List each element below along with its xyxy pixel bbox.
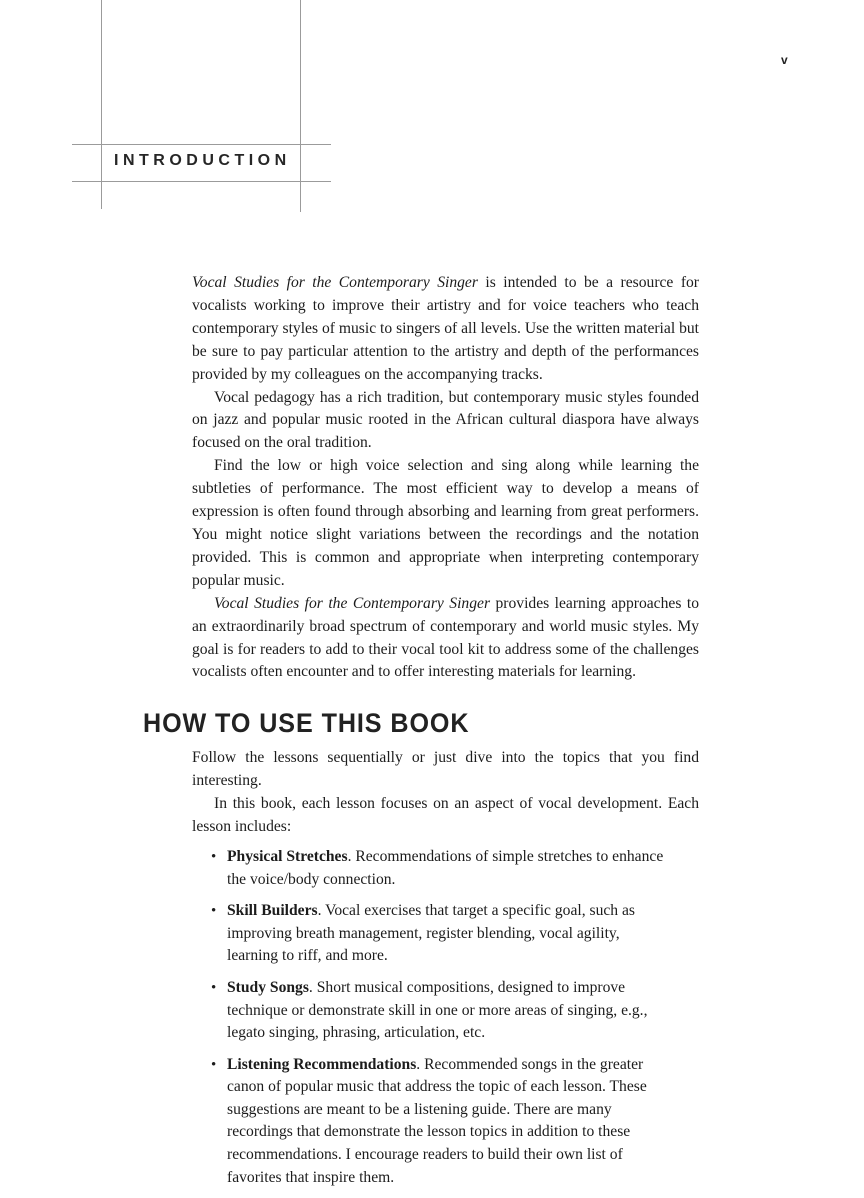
bullet-icon: • <box>211 979 217 996</box>
list-item-lead: Study Songs <box>227 978 309 996</box>
intro-paragraph-4 <box>192 593 699 685</box>
list-item-text: . Vocal exercises that target a specific goal, such as improving breath management, register blending, vocal agility, learning to riff, and more. <box>227 902 635 965</box>
list-item-text: . Recommendations of simple stretches to enhance the voice/body connection. <box>227 847 664 888</box>
intro-paragraph-1 <box>192 272 699 387</box>
list-item <box>211 977 699 1045</box>
paragraph-text: provides learning approaches to an extraordinarily broad spectrum of contemporary and world music styles. My goal is for readers to add to their vocal tool kit to address some of the challenges vocalists often encounter and to offer interesting materials for learning. <box>192 594 699 681</box>
intro-paragraph-2: Vocal pedagogy has a rich tradition, but contemporary music styles founded on jazz and popular music rooted in the African cultural diaspora have always focused on the oral tradition. <box>192 388 699 452</box>
horizontal-rule-bottom <box>72 181 331 182</box>
list-item <box>211 1054 699 1190</box>
list-item-lead: Physical Stretches <box>227 847 348 865</box>
list-item-lead: Listening Recommendations <box>227 1055 417 1073</box>
intro-paragraph-3: Find the low or high voice selection and sing along while learning the subtleties of performance. The most efficient way to develop a means of expression is often found through absorbing and learning from great performers. You might notice slight variations between the recordings and the notation provided. This is common and appropriate when interpreting contemporary popular music. <box>192 457 699 589</box>
text-column <box>143 272 699 1198</box>
bullet-icon: • <box>211 1056 217 1073</box>
vertical-rule-left <box>101 0 102 209</box>
list-item-lead: Skill Builders <box>227 902 318 920</box>
list-item-text: . Short musical compositions, designed to improve technique or demonstrate skill in one or more areas of singing, e.g., legato singing, phrasing, articulation, etc. <box>227 978 648 1042</box>
how-to-paragraph-1: Follow the lessons sequentially or just dive into the topics that you find interesting. <box>192 749 699 790</box>
list-item <box>211 846 699 891</box>
section-heading-how-to-use: HOW TO USE THIS BOOK <box>143 708 470 739</box>
book-title-italic: Vocal Studies for the Contemporary Singer <box>192 274 478 291</box>
book-title-italic: Vocal Studies for the Contemporary Singer <box>214 594 491 612</box>
list-item <box>211 900 699 968</box>
page-number: v <box>781 53 788 67</box>
chapter-heading: INTRODUCTION <box>114 152 291 169</box>
horizontal-rule-top <box>72 144 331 145</box>
paragraph-text: is intended to be a resource for vocalists working to improve their artistry and for voice teachers who teach contemporary styles of music to singers of all levels. Use the written material but be sure to pay particular attention to the artistry and depth of the performances provided by my colleagues on the accompanying tracks. <box>192 274 699 383</box>
bullet-icon: • <box>211 903 217 920</box>
lesson-components-list <box>143 846 699 1189</box>
how-to-paragraph-2: In this book, each lesson focuses on an aspect of vocal development. Each lesson includes: <box>192 795 699 836</box>
bullet-icon: • <box>211 848 217 865</box>
list-item-text: . Recommended songs in the greater canon of popular music that address the topic of each lesson. These suggestions are meant to be a listening guide. There are many recordings that demonstrate the lesson topics in addition to these recommendations. I encourage readers to build their own list of favorites that inspire them. <box>227 1055 647 1186</box>
